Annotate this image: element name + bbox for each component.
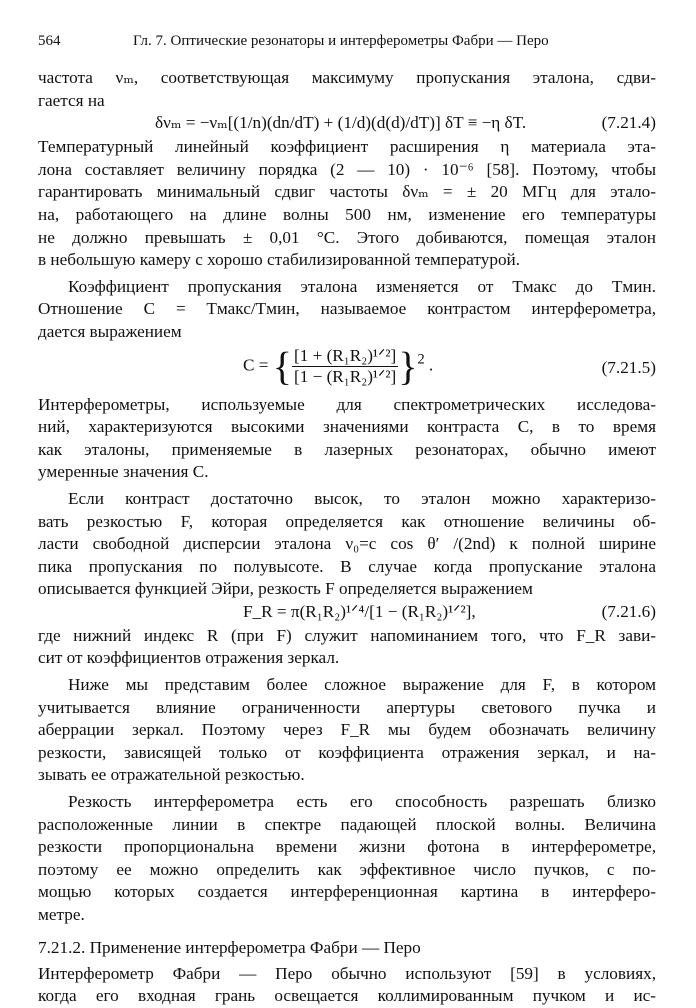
text-line: на, работающего на длине волны 500 нм, изменение его температуры	[38, 204, 656, 224]
text-line: пика пропускания по полувысоте. В случае когда пропускание эталона	[38, 556, 656, 576]
equation-number: (7.21.6)	[601, 601, 656, 621]
right-brace-glyph: }	[398, 343, 418, 389]
equation-number: (7.21.4)	[601, 113, 656, 133]
equation-7-21-4	[38, 112, 656, 136]
denominator: [1 − (R₁R₂)¹ᐟ²]	[293, 366, 397, 386]
text-line: мощью которых создается интерференционная картина в интерферо-	[38, 882, 656, 902]
text-line: не должно превышать ± 0,01 °С. Этого добиваются, помещая эталон	[38, 227, 656, 247]
text-line: как эталоны, применяемые в лазерных резонаторах, обычно имеют	[38, 439, 656, 459]
text-line: зывать ее отражательной резкостью.	[38, 765, 305, 785]
text-line: дается выражением	[38, 321, 182, 341]
text-line: умеренные значения C.	[38, 462, 209, 482]
text-line: Ниже мы представим более сложное выражение для F, в котором	[68, 675, 656, 695]
text-line: сит от коэффициентов отражения зеркал.	[38, 648, 340, 668]
equation-formula: F_R = π(R₁R₂)¹ᐟ⁴/[1 − (R₁R₂)¹ᐟ²],	[243, 601, 476, 621]
text-line: резкости пропорциональна времени жизни фотона в интерферометре,	[38, 837, 656, 857]
section-heading: 7.21.2. Применение интерферометра Фабри — Перо	[38, 937, 421, 957]
text-line: вать резкостью F, которая определяется как отношение величины об-	[38, 511, 656, 531]
text-line: аберрации зеркал. Поэтому через F_R мы будем обозначать величину	[38, 720, 656, 740]
text-line: описывается функцией Эйри, резкость F определяется выражением	[38, 579, 533, 599]
text-line: поэтому ее можно определить как эффективное число пучков, с по-	[38, 859, 656, 879]
text-line: гается на	[38, 90, 105, 110]
text-line: Интерферометры, используемые для спектрометрических исследова-	[38, 394, 656, 414]
text-line: гарантировать минимальный сдвиг частоты δνₘ = ± 20 МГц для этало-	[38, 182, 656, 202]
numerator: [1 + (R₁R₂)¹ᐟ²]	[293, 345, 397, 365]
equation-7-21-6	[38, 601, 656, 625]
equation-7-21-5	[38, 344, 656, 394]
text-line: Отношение C = Tмакс/Tмин, называемое контрастом интерферометра,	[38, 299, 656, 319]
text-line: когда его входная грань освещается коллимированным пучком и ис-	[38, 986, 656, 1006]
page-number: 564	[38, 33, 61, 49]
body-text	[38, 67, 656, 1008]
text-line: ласти свободной дисперсии эталона ν₀=c cos θ′ /(2nd) к полной ширине	[38, 534, 656, 554]
text-line: расположенные линии в спектре падающей плоской волны. Величина	[38, 814, 656, 834]
text-line: лона составляет величину порядка (2 — 10) · 10⁻⁶ [58]. Поэтому, чтобы	[38, 159, 656, 179]
text-line: Температурный линейный коэффициент расширения η материала эта-	[38, 137, 656, 157]
text-line: резкости, зависящей только от коэффициента отражения зеркал, и на-	[38, 742, 656, 762]
left-brace-glyph: {	[272, 343, 292, 389]
exponent: 2	[417, 351, 425, 368]
text-line: Если контраст достаточно высок, то эталон можно характеризо-	[68, 488, 656, 508]
text-line: где нижний индекс R (при F) служит напоминанием того, что F_R зави-	[38, 625, 656, 645]
text-line: ний, характеризуются высокими значениями контраста C, в то время	[38, 417, 656, 437]
equation-formula: C = { $\frac{\text{[1 + (R₁R₂)¹ᐟ²]}}{\text{[1 − (R₁R₂)¹ᐟ²]}}$ }$^2$ .	[243, 343, 434, 389]
text-line: Интерферометр Фабри — Перо обычно используют [59] в условиях,	[38, 963, 656, 983]
running-title: Гл. 7. Оптические резонаторы и интерферометры Фабри — Перо	[133, 33, 549, 49]
equation-lhs: C =	[243, 354, 269, 374]
text-line: Резкость интерферометра есть его способность разрешать близко	[68, 792, 656, 812]
text-line: частота νₘ, соответствующая максимуму пропускания эталона, сдви-	[38, 68, 656, 87]
text-line: в небольшую камеру с хорошо стабилизированной температурой.	[38, 250, 521, 270]
text-line: учитывается влияние ограниченности апертуры светового пучка и	[38, 697, 656, 717]
equation-number: (7.21.5)	[601, 357, 656, 377]
text-line: Коэффициент пропускания эталона изменяется от Tмакс до Tмин.	[68, 276, 656, 296]
fraction	[292, 346, 398, 387]
text-line: метре.	[38, 905, 85, 924]
equation-formula: δνₘ = −νₘ[(1/n)(dn/dT) + (1/d)(d(d)/dT)] δT ≡ −η δT.	[155, 113, 527, 133]
